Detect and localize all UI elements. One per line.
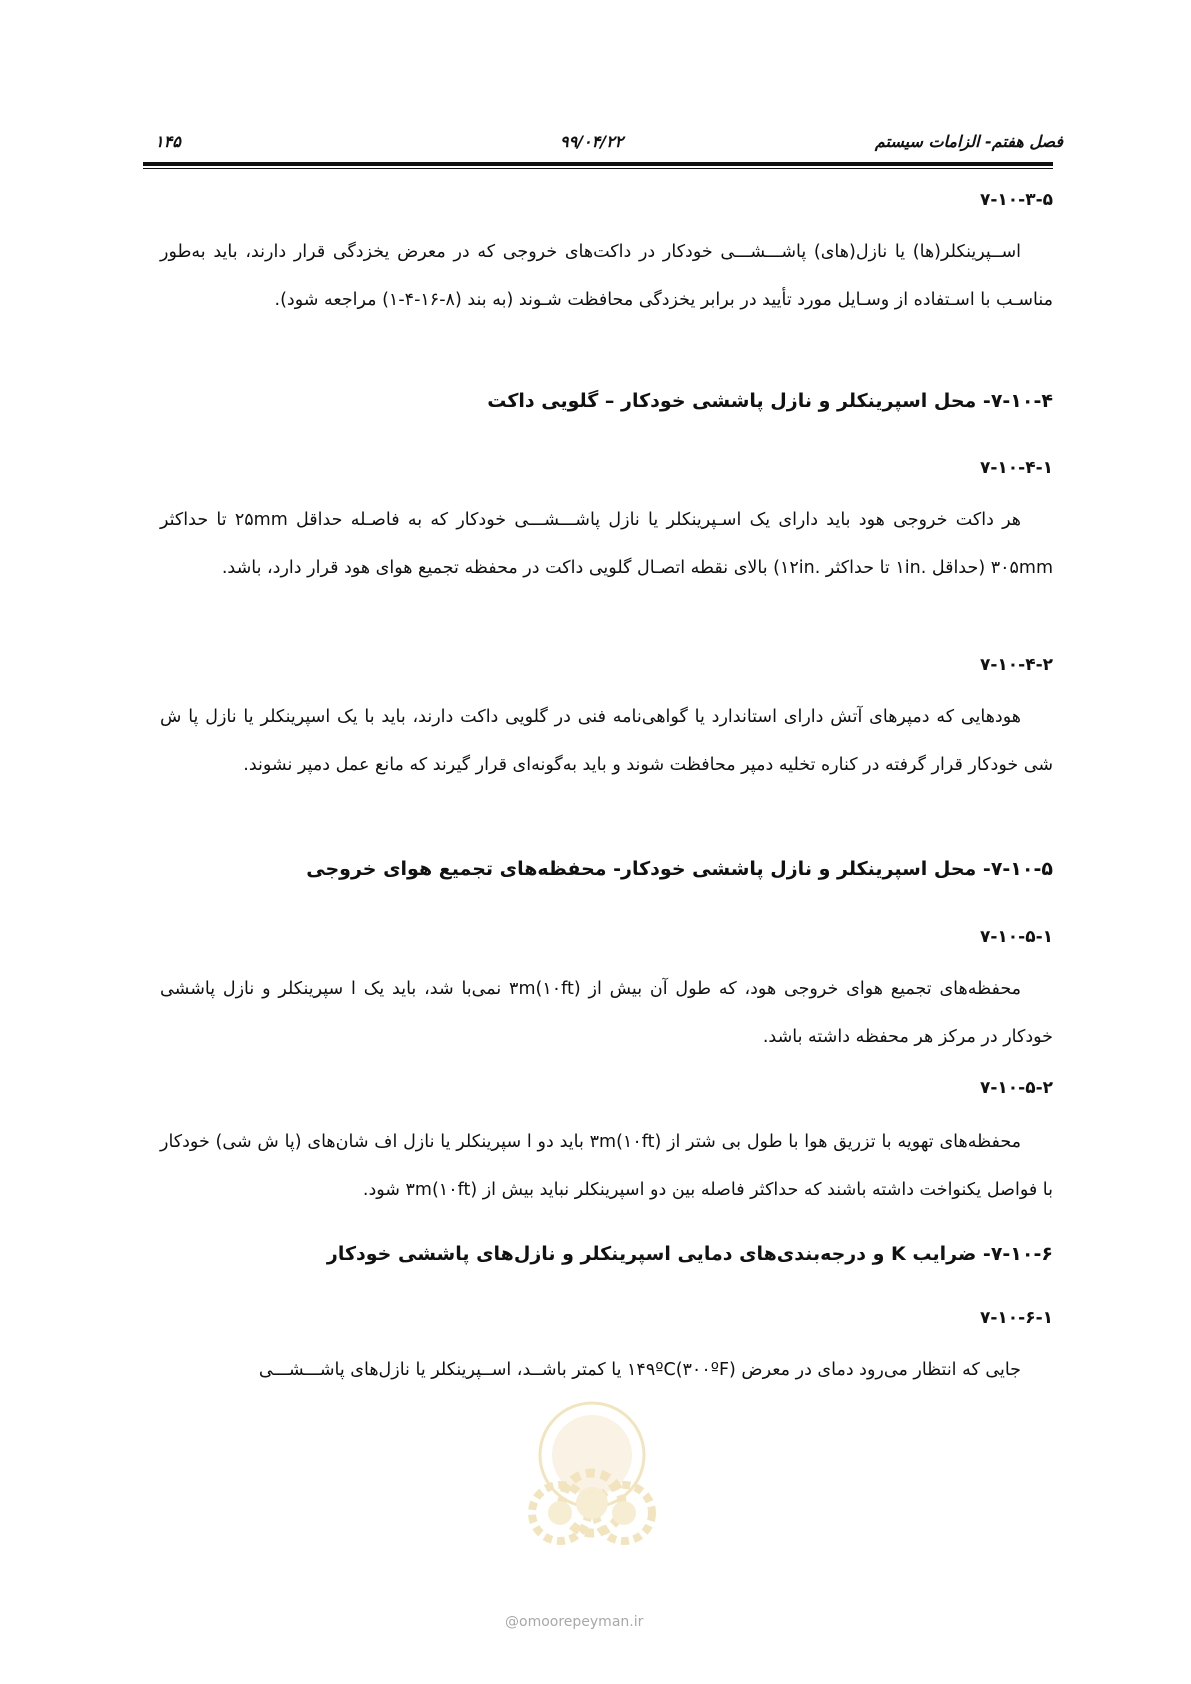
clause-number: ۷-۱۰-۵-۱ [979, 927, 1053, 947]
clause-number: ۷-۱۰-۵-۲ [979, 1078, 1053, 1098]
paragraph: محفظه‌های تجمیع هوای خروجی هود، که طول آن بیش از ۳m(۱۰ft) نمی‌با شد، باید یک ا سپرینکلر و نازل پاششی خودکار در مرکز هر محفظه داشته باشد. [160, 979, 1053, 1047]
paragraph: محفظه‌های تهویه با تزریق هوا با طول بی شتر از ۳m(۱۰ft) باید دو ا سپرینکلر یا نازل اف شان‌های (پا ش شی) خودکار با فواصل یکنواخت داشته باشند که حداکثر فاصله بین دو اسپرینکلر نباید بیش از ۳m(۱۰ft) شود. [160, 1132, 1053, 1200]
chapter-title: فصل هفتم- الزامات سیستم [874, 132, 1063, 151]
header-rule-thin [143, 168, 1053, 169]
header-rule-thick [143, 162, 1053, 166]
section-heading: ۷-۱۰-۶- ضرایب K و درجه‌بندی‌های دمایی اسپرینکلر و نازل‌های پاششی خودکار [326, 1243, 1053, 1265]
watermark-url: @omoorepeyman.ir [505, 1614, 644, 1630]
paragraph: هودهایی که دمپرهای آتش دارای استاندارد یا گواهی‌نامه فنی در گلویی داکت دارند، باید با یک اسپرینکلر یا نازل پا ش شی خودکار قرار گرفته در کناره تخلیه دمپر محافظت شوند و باید به‌گونه‌ای قرار گیرند که مانع عمل دمپر نشوند. [160, 707, 1053, 775]
paragraph: جایی که انتظار می‌رود دمای در معرض ۱۴۹ºC(۳۰۰ºF) یا کمتر باشــد، اســپرینکلر یا نازل‌های پاشـــشـــی [258, 1360, 1021, 1380]
clause-number: ۷-۱۰-۶-۱ [979, 1308, 1053, 1328]
section-heading: ۷-۱۰-۴- محل اسپرینکلر و نازل پاششی خودکار – گلویی داکت [487, 390, 1053, 412]
watermark-seal-icon [510, 1395, 675, 1560]
paragraph: اســپرینکلر(ها) یا نازل(های) پاشـــشـــی خودکار در داکت‌های خروجی که در معرض یخزدگی قرار دارند، باید به‌طور مناسـب با اسـتفاده از وسـایل مورد تأیید در برابر یخزدگی محافظت شـوند (به بند (۸-۱۶-۴-۱) مراجعه شود). [160, 242, 1053, 310]
revision-date: ۹۹/۰۴/۲۲ [560, 132, 624, 151]
section-heading: ۷-۱۰-۵- محل اسپرینکلر و نازل پاششی خودکار- محفظه‌های تجمیع هوای خروجی [306, 858, 1053, 880]
page-number: ۱۴۵ [155, 132, 181, 151]
clause-number: ۷-۱۰-۳-۵ [979, 190, 1053, 210]
paragraph: هر داکت خروجی هود باید دارای یک اسـپرینکلر یا نازل پاشـــشـــی خودکار که به فاصـله حداقل ۲۵mm تا حداکثر ۳۰۵mm (حداقل .۱in تا حداکثر .۱۲in) بالای نقطه اتصـال گلویی داکت در محفظه تجمیع هوای هود قرار دارد، باشد. [160, 510, 1053, 578]
clause-number: ۷-۱۰-۴-۱ [979, 458, 1053, 478]
clause-number: ۷-۱۰-۴-۲ [979, 655, 1053, 675]
